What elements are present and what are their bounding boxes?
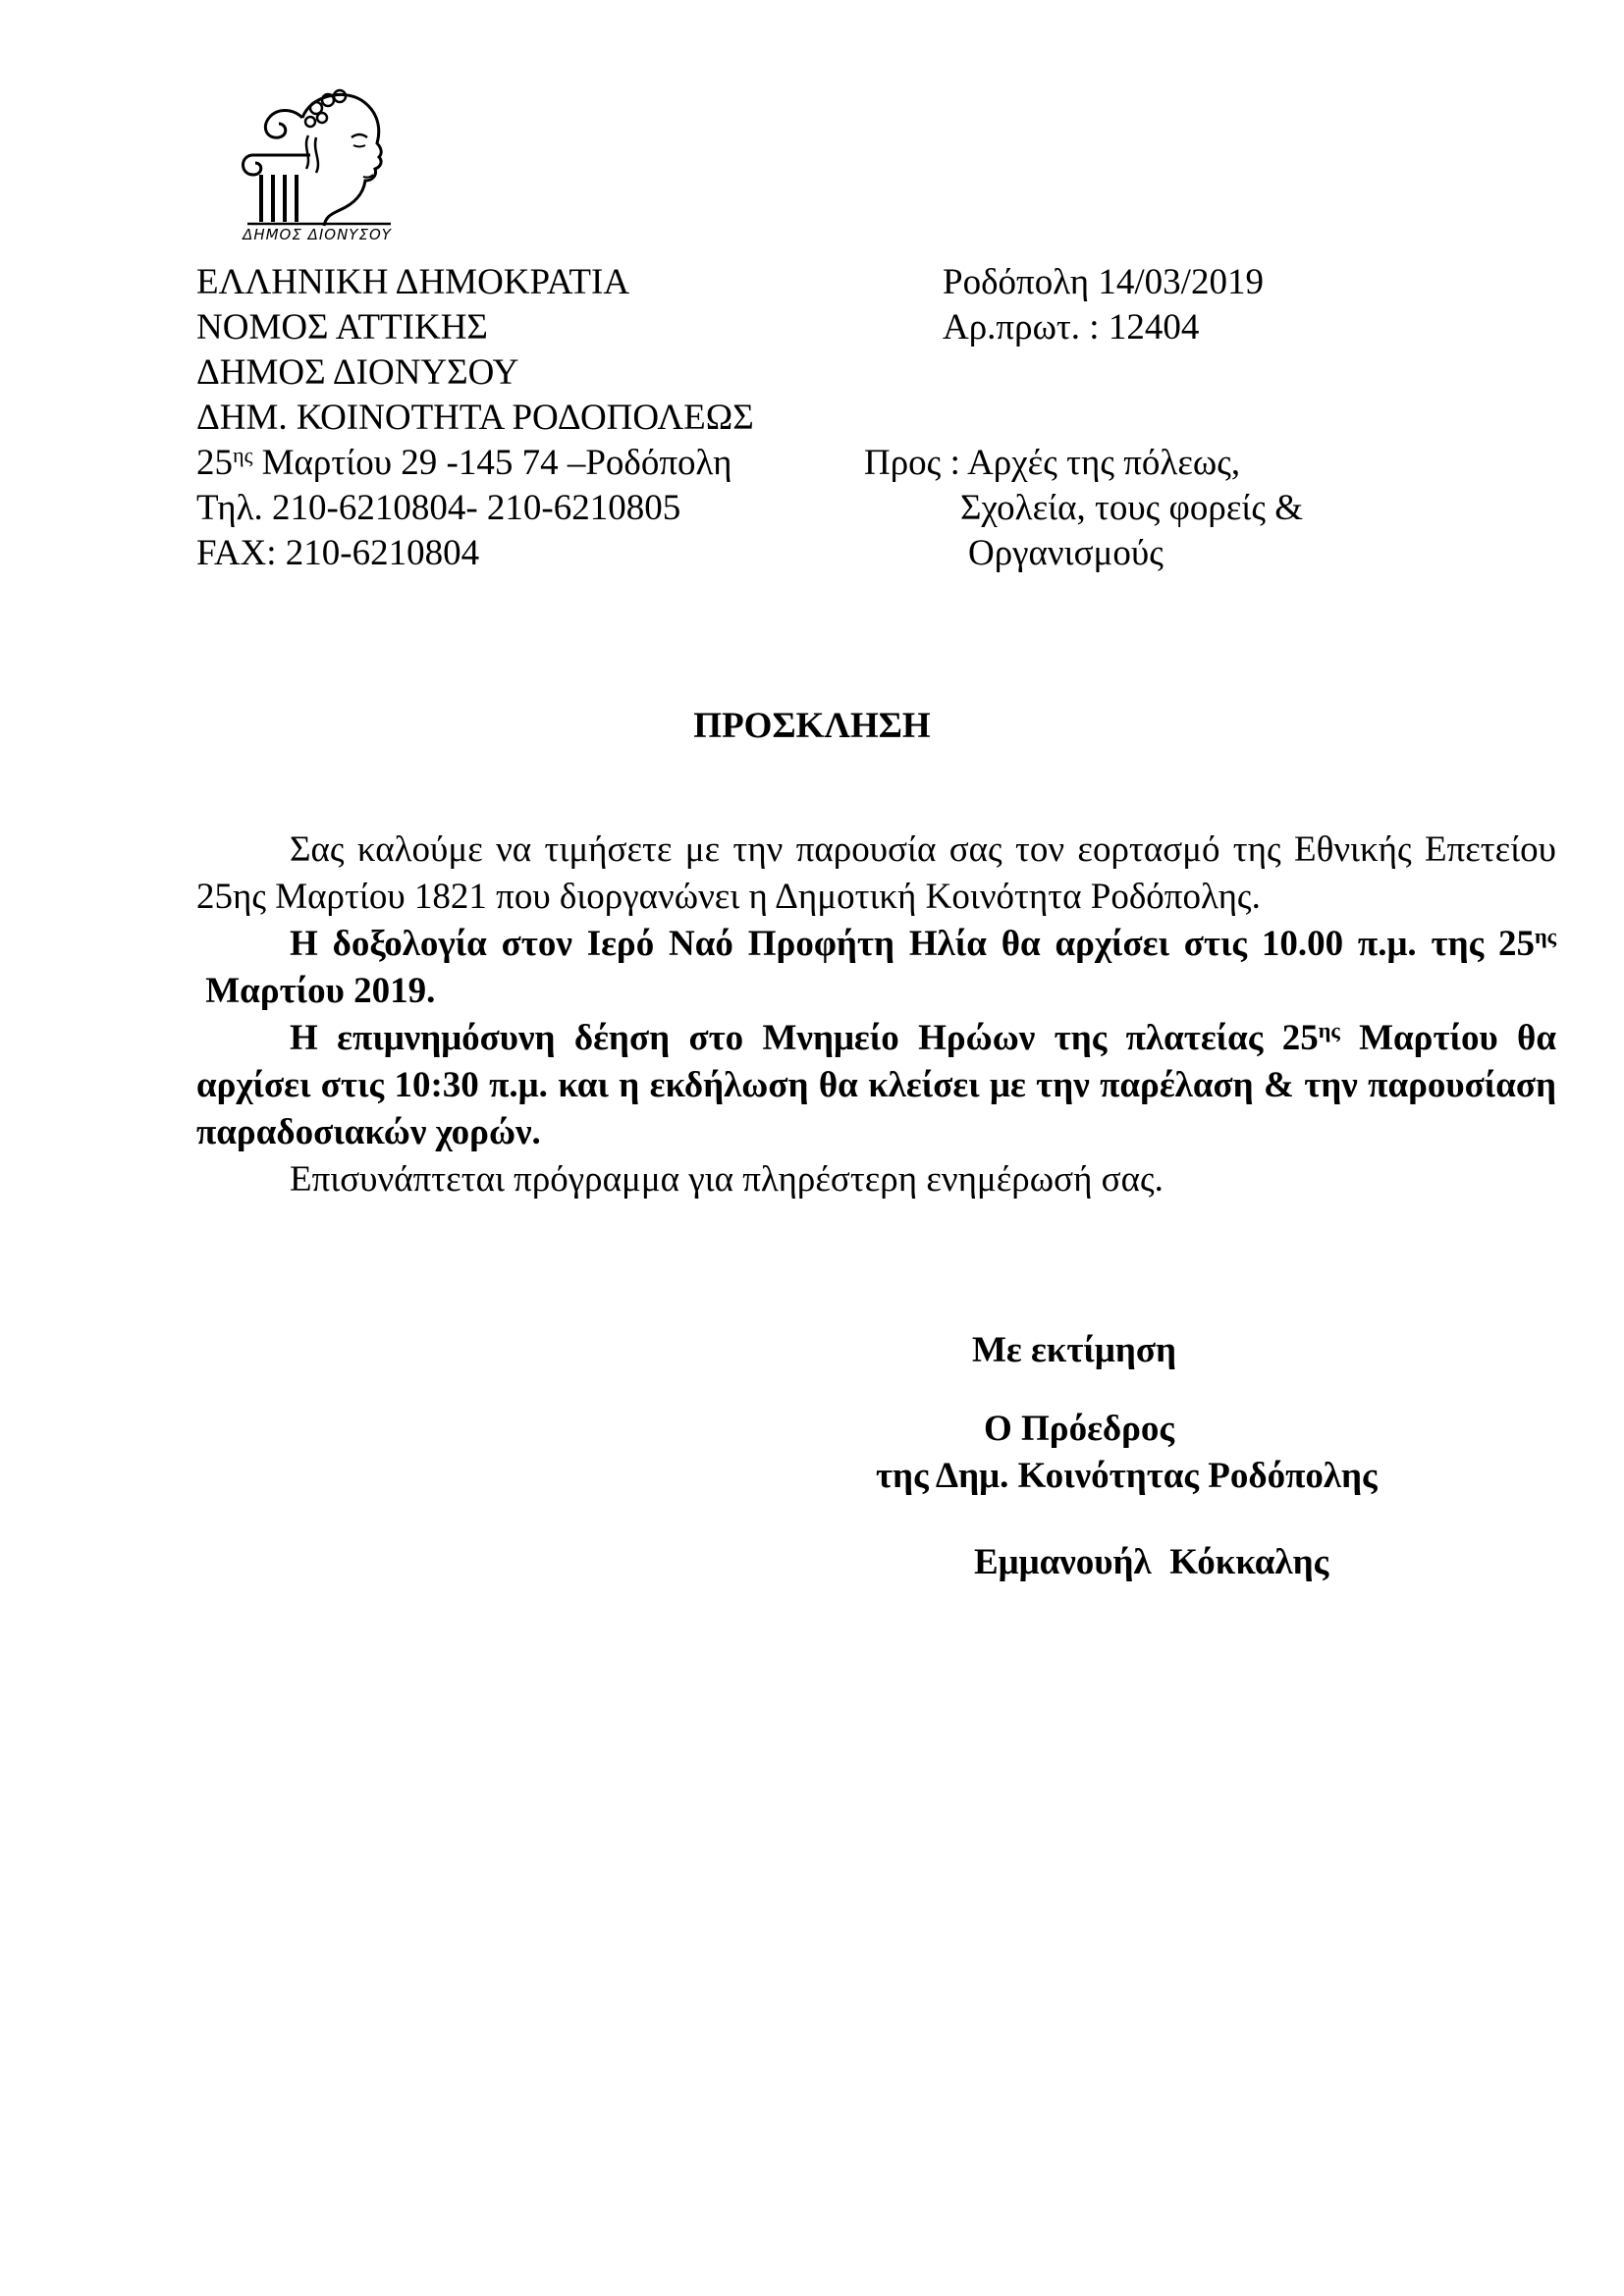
header-fax: FAX: 210-6210804 <box>196 533 480 573</box>
logo-caption: ΔΗΜΟΣ ΔΙΟΝΥΣΟΥ <box>243 226 392 243</box>
body-paragraph-4: Επισυνάπτεται πρόγραμμα για πληρέστερη ενημέρωσή σας. <box>290 1159 1164 1200</box>
address-number: 25 <box>196 443 233 483</box>
body-paragraph-1: Σας καλούμε να τιμήσετε με την παρουσία σας τον εορτασμό της Εθνικής Επετείου 25ης Μαρτίου 1821 που διοργανώνει η Δημοτική Κοινότητα Ροδόπολης. <box>196 829 1556 917</box>
header-country: ΕΛΛΗΝΙΚΗ ΔΗΜΟΚΡΑΤΙΑ <box>196 262 630 302</box>
date-rest: Μαρτίου 2019. <box>196 971 436 1011</box>
header-community: ΔΗΜ. ΚΟΙΝΟΤΗΤΑ ΡΟΔΟΠΟΛΕΩΣ <box>196 398 754 438</box>
body-paragraph-2 <box>196 921 1556 1015</box>
header-prefecture: ΝΟΜΟΣ ΑΤΤΙΚΗΣ <box>196 307 488 347</box>
place-date: Ροδόπολη 14/03/2019 <box>943 262 1264 302</box>
recipients-line-2: Σχολεία, τους φορείς & <box>960 488 1304 528</box>
header-phone: Τηλ. 210-6210804- 210-6210805 <box>196 488 681 528</box>
date-number: 25 <box>1498 924 1536 964</box>
address-street: Μαρτίου 29 -145 74 –Ροδόπολη <box>252 443 732 483</box>
recipients-line-1: Προς : Αρχές της πόλεως, <box>864 443 1241 483</box>
signature-name: Εμμανουήλ Κόκκαλης <box>974 1542 1329 1582</box>
date-ordinal: ης <box>1535 923 1557 948</box>
address-ordinal: ης <box>233 442 253 467</box>
header-municipality: ΔΗΜΟΣ ΔΙΟΝΥΣΟΥ <box>196 352 519 393</box>
paragraph-3-start: Η επιμνημόσυνη δέηση στο Μνημείο Ηρώων της πλατείας 25 <box>290 1018 1319 1058</box>
paragraph-2-text: Η δοξολογία στον Ιερό Ναό Προφήτη Ηλία θα αρχίσει στις 10.00 π.μ. της <box>290 924 1485 964</box>
header-address <box>196 440 732 487</box>
protocol-number: Αρ.πρωτ. : 12404 <box>943 307 1200 347</box>
signature-closing: Με εκτίμηση <box>972 1330 1176 1370</box>
paragraph-3-ordinal: ης <box>1318 1017 1340 1042</box>
signature-organization: της Δημ. Κοινότητας Ροδόπολης <box>876 1456 1378 1496</box>
signature-role: Ο Πρόεδρος <box>984 1409 1175 1449</box>
dionysus-head-icon <box>234 79 401 247</box>
document-title: ΠΡΟΣΚΛΗΣΗ <box>693 706 931 746</box>
municipality-logo <box>234 79 401 247</box>
body-paragraph-3 <box>196 1015 1566 1156</box>
recipients-line-3: Οργανισμούς <box>968 533 1164 573</box>
paragraph-3-end: Μαρτίου θα αρχίσει στις 10:30 π.μ. και η εκδήλωση θα κλείσει με την παρέλαση & την παρουσίαση παραδοσιακών χορών. <box>196 1018 1566 1152</box>
